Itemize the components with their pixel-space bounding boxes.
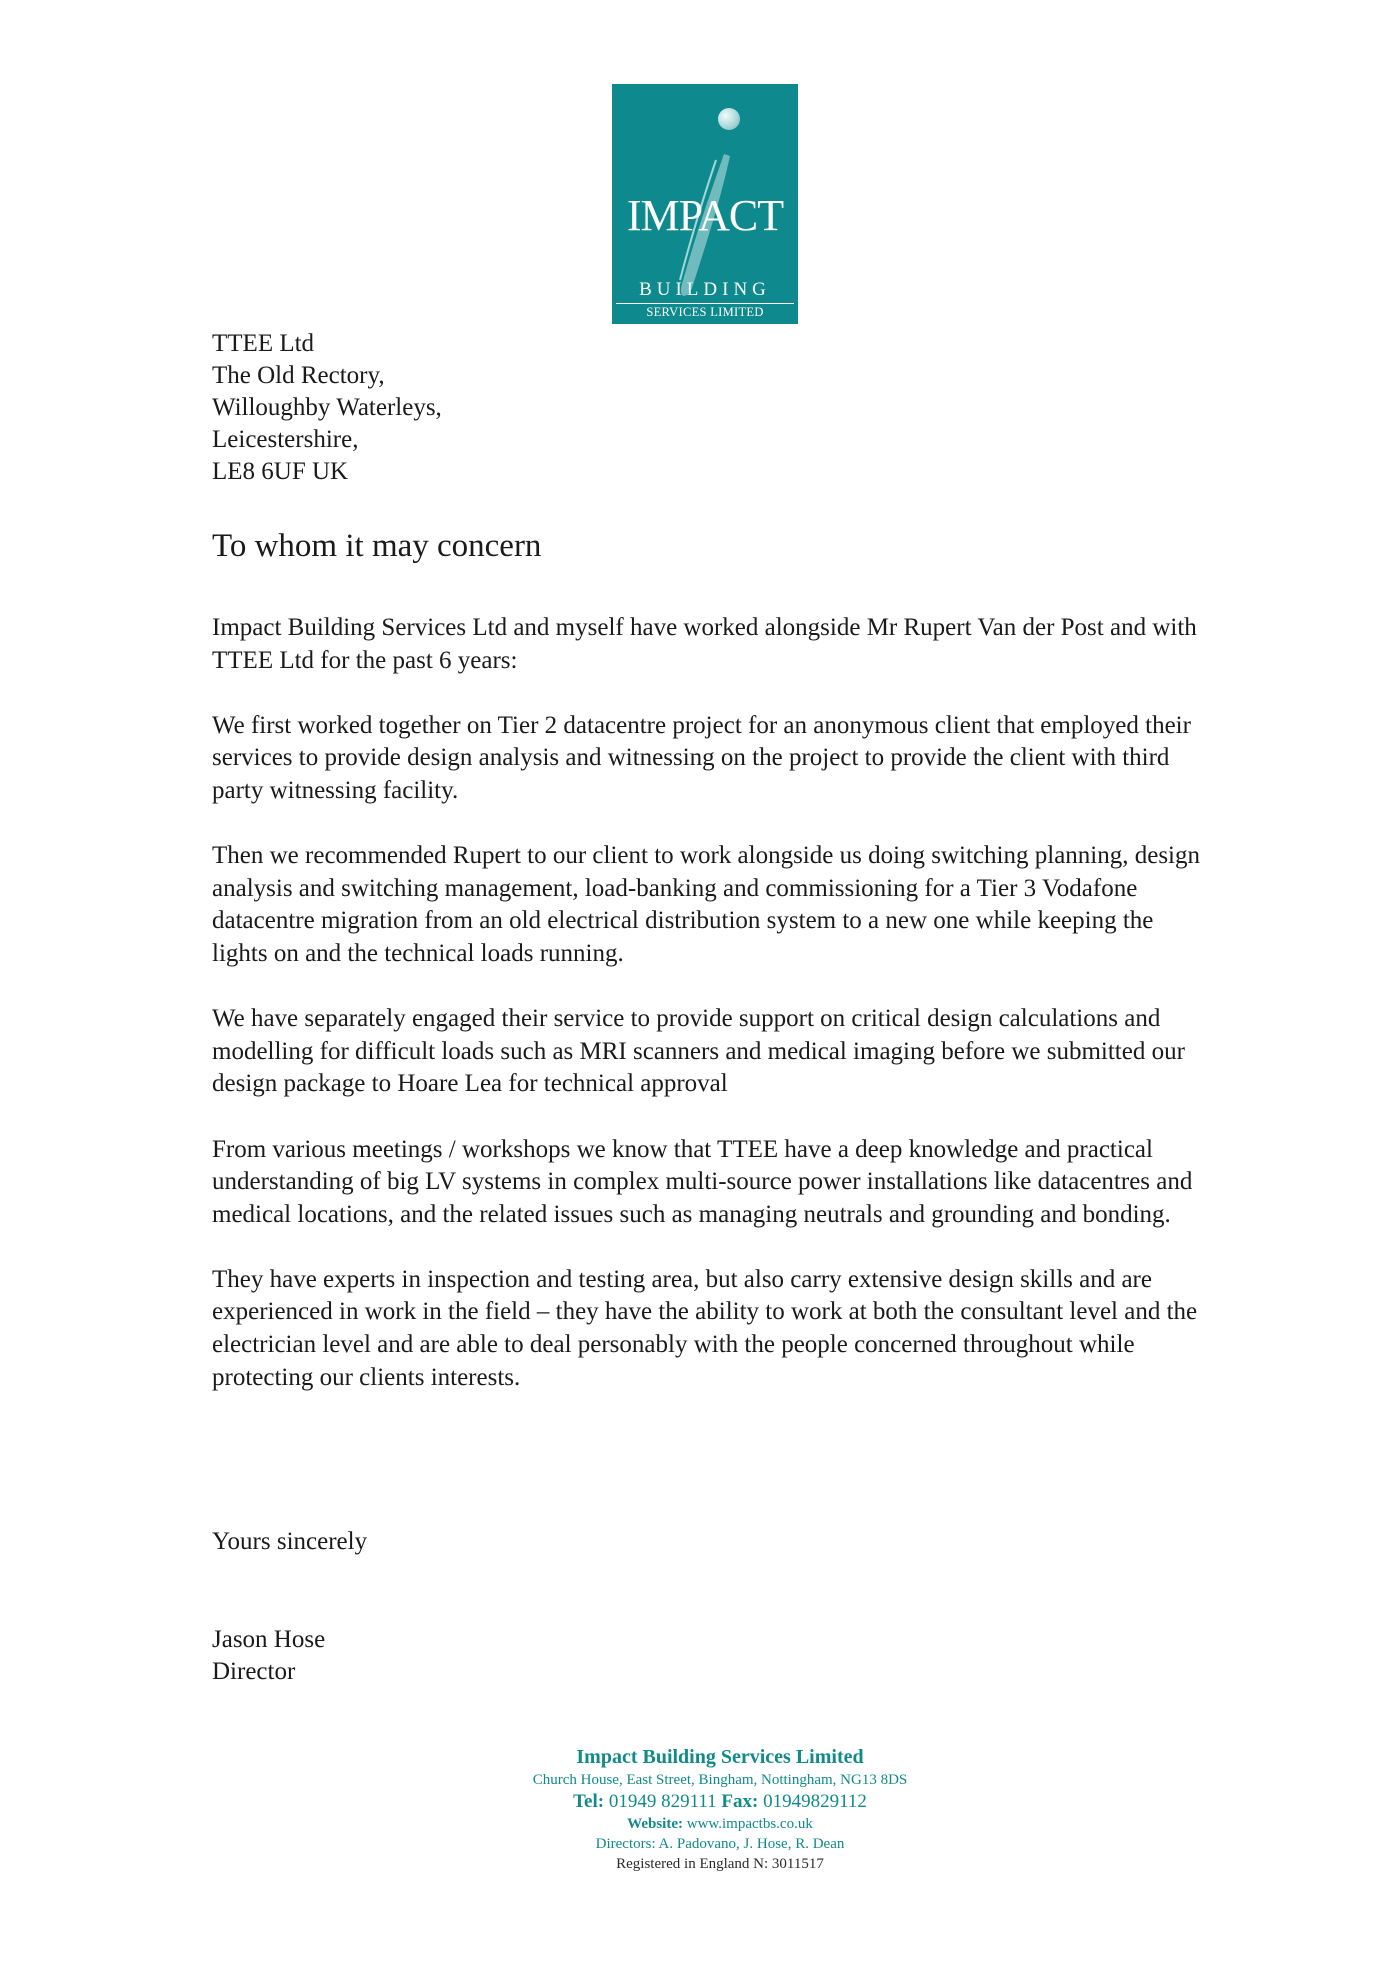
body-paragraph: Impact Building Services Ltd and myself have worked alongside Mr Rupert Van der Post and with TTEE Ltd for the past 6 years: bbox=[212, 614, 1197, 674]
address-line: Leicestershire, bbox=[212, 426, 359, 453]
signatory bbox=[212, 1624, 325, 1688]
address-line: TTEE Ltd bbox=[212, 330, 315, 357]
footer-website bbox=[380, 1814, 1060, 1834]
body-paragraph: We first worked together on Tier 2 datacentre project for an anonymous client that employed their services to provide design analysis and witnessing on the project to provide the client with third party witnessing facility. bbox=[212, 711, 1191, 804]
closing: Yours sincerely bbox=[212, 1528, 368, 1555]
tel-number: 01949 829111 bbox=[608, 1791, 717, 1812]
body-paragraph: Then we recommended Rupert to our client to work alongside us doing switching planning, design analysis and switching management, load-banking and commissioning for a Tier 3 Vodafone datacentre migration from an old electrical distribution system to a new one while keeping the lights on and the technical loads running. bbox=[212, 842, 1201, 967]
footer-phones bbox=[380, 1790, 1060, 1814]
address-line: LE8 6UF UK bbox=[212, 458, 349, 485]
salutation: To whom it may concern bbox=[212, 528, 542, 564]
fax-label: Fax: bbox=[721, 1791, 759, 1812]
signatory-name: Jason Hose bbox=[212, 1626, 326, 1653]
website-label: Website: bbox=[627, 1816, 683, 1832]
footer-address: Church House, East Street, Bingham, Nottingham, NG13 8DS bbox=[532, 1772, 908, 1788]
signatory-title: Director bbox=[212, 1658, 296, 1685]
website-link[interactable]: www.impactbs.co.uk bbox=[686, 1816, 813, 1832]
tel-label: Tel: bbox=[573, 1791, 605, 1812]
address-line: The Old Rectory, bbox=[212, 362, 385, 389]
body-paragraph: They have experts in inspection and testing area, but also carry extensive design skills and are experienced in work in the field – they have the ability to work at both the consultant level and the electrician level and are able to deal personably with the people concerned throughout while protecting our clients interests. bbox=[212, 1265, 1198, 1391]
recipient-address bbox=[212, 328, 442, 488]
letterhead-footer bbox=[380, 1744, 1060, 1874]
letter-body bbox=[212, 612, 1212, 1427]
logo-services: SERVICES LIMITED bbox=[616, 303, 794, 319]
logo-building: BUILDING bbox=[639, 279, 771, 300]
footer-registration: Registered in England N: 3011517 bbox=[616, 1856, 824, 1872]
footer-directors: Directors: A. Padovano, J. Hose, R. Dean bbox=[595, 1836, 845, 1852]
body-paragraph: We have separately engaged their service to provide support on critical design calculations and modelling for difficult loads such as MRI scanners and medical imaging before we submitted our design package to Hoare Lea for technical approval bbox=[212, 1005, 1185, 1098]
company-logo bbox=[612, 84, 798, 324]
fax-number: 01949829112 bbox=[763, 1791, 867, 1812]
body-paragraph: From various meetings / workshops we know that TTEE have a deep knowledge and practical understanding of big LV systems in complex multi-source power installations like datacentres and medical locations, and the related issues such as managing neutrals and grounding and bonding. bbox=[212, 1135, 1193, 1228]
logo-dot-icon bbox=[718, 108, 740, 130]
footer-company: Impact Building Services Limited bbox=[576, 1746, 864, 1768]
logo-brand: IMPACT bbox=[626, 191, 784, 240]
address-line: Willoughby Waterleys, bbox=[212, 394, 442, 421]
